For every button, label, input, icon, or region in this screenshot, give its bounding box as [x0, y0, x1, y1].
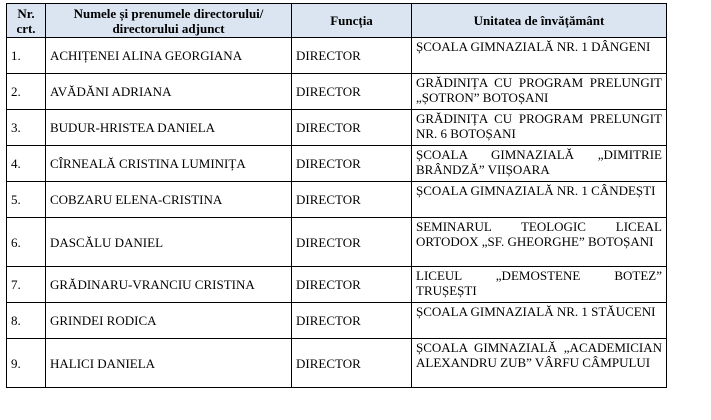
row-nr: 5.	[7, 182, 46, 218]
header-name: Numele și prenumele directorului/ directorului adjunct	[46, 4, 292, 38]
row-function: DIRECTOR	[292, 146, 412, 182]
row-function: DIRECTOR	[292, 339, 412, 388]
row-unit: ȘCOALA GIMNAZIALĂ NR. 1 DÂNGENI	[412, 38, 667, 74]
row-unit: SEMINARUL TEOLOGIC LICEAL ORTODOX „SF. GHEORGHE” BOTOȘANI	[412, 218, 667, 267]
header-unit: Unitatea de învățământ	[412, 4, 667, 38]
row-unit: GRĂDINIȚA CU PROGRAM PRELUNGIT „ȘOTRON” BOTOȘANI	[412, 74, 667, 110]
row-name: COBZARU ELENA-CRISTINA	[46, 182, 292, 218]
table-row	[7, 146, 667, 182]
row-name: HALICI DANIELA	[46, 339, 292, 388]
row-name: ACHIȚENEI ALINA GEORGIANA	[46, 38, 292, 74]
row-function: DIRECTOR	[292, 303, 412, 339]
row-nr: 2.	[7, 74, 46, 110]
row-unit: ȘCOALA GIMNAZIALĂ „ACADEMICIAN ALEXANDRU ZUB” VÂRFU CÂMPULUI	[412, 339, 667, 388]
row-function: DIRECTOR	[292, 110, 412, 146]
row-name: GRĂDINARU-VRANCIU CRISTINA	[46, 267, 292, 303]
directors-table	[6, 3, 667, 388]
table-row	[7, 267, 667, 303]
row-nr: 1.	[7, 38, 46, 74]
row-nr: 3.	[7, 110, 46, 146]
row-nr: 9.	[7, 339, 46, 388]
row-nr: 7.	[7, 267, 46, 303]
row-name: AVĂDĂNI ADRIANA	[46, 74, 292, 110]
row-name: CÎRNEALĂ CRISTINA LUMINIȚA	[46, 146, 292, 182]
row-unit: LICEUL „DEMOSTENE BOTEZ” TRUȘEȘTI	[412, 267, 667, 303]
row-unit: ȘCOALA GIMNAZIALĂ NR. 1 STĂUCENI	[412, 303, 667, 339]
row-function: DIRECTOR	[292, 182, 412, 218]
table-row	[7, 303, 667, 339]
table-header-row	[7, 4, 667, 38]
table-row	[7, 110, 667, 146]
header-nr: Nr. crt.	[7, 4, 46, 38]
row-nr: 6.	[7, 218, 46, 267]
row-function: DIRECTOR	[292, 267, 412, 303]
row-unit: ȘCOALA GIMNAZIALĂ NR. 1 CÂNDEȘTI	[412, 182, 667, 218]
table-row	[7, 339, 667, 388]
row-name: DASCĂLU DANIEL	[46, 218, 292, 267]
row-nr: 8.	[7, 303, 46, 339]
header-function: Funcția	[292, 4, 412, 38]
table-row	[7, 182, 667, 218]
row-nr: 4.	[7, 146, 46, 182]
table-row	[7, 218, 667, 267]
row-unit: GRĂDINIȚA CU PROGRAM PRELUNGIT NR. 6 BOTOȘANI	[412, 110, 667, 146]
row-function: DIRECTOR	[292, 218, 412, 267]
table-row	[7, 38, 667, 74]
row-unit: ȘCOALA GIMNAZIALĂ „DIMITRIE BRÂNDZĂ” VIIȘOARA	[412, 146, 667, 182]
row-function: DIRECTOR	[292, 74, 412, 110]
row-name: GRINDEI RODICA	[46, 303, 292, 339]
table-row	[7, 74, 667, 110]
row-function: DIRECTOR	[292, 38, 412, 74]
row-name: BUDUR-HRISTEA DANIELA	[46, 110, 292, 146]
